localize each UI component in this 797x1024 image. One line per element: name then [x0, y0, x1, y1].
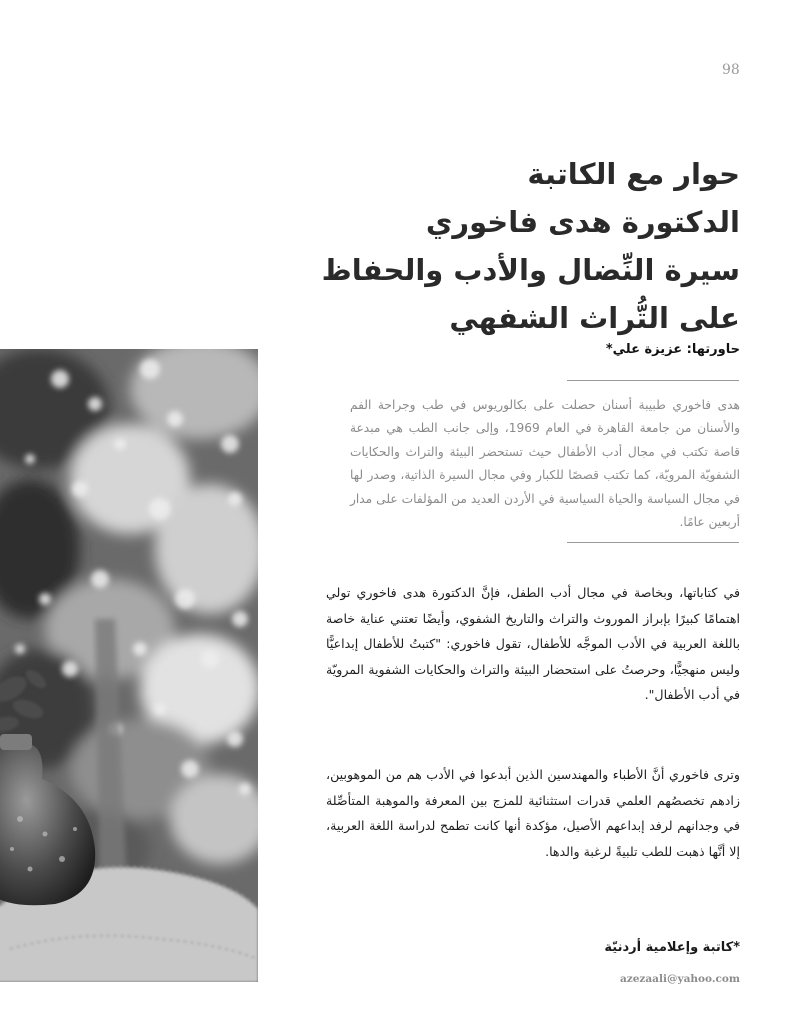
- divider-top: [567, 380, 739, 381]
- article-title: [321, 150, 740, 342]
- interviewer-byline: حاورتها: عزيزة علي*: [605, 342, 740, 357]
- body-paragraph: وترى فاخوري أنَّ الأطباء والمهندسين الذين أبدعوا في الأدب هم من الموهوبين، زادهم تخصصُهم العلمي قدرات استثنائية للمزج بين المعرفة والموهبة المتأصِّلة في وجدانهم لرفد إبداعهم الأصيل، مؤكدة أنها كانت تطمح لدراسة اللغة العربية، إلا أنَّها ذهبت للطب تلبيةً لرغبة والدها.: [326, 767, 740, 859]
- title-line: على التُّراث الشفهي: [449, 301, 740, 335]
- body-paragraph: في كتاباتها، وبخاصة في مجال أدب الطفل، فإنَّ الدكتورة هدى فاخوري تولي اهتمامًا كبيرًا بإبراز الموروث والتراث والتاريخ الشفوي، وأيضًا تعتني عناية خاصة باللغة العربية في الأدب الموجَّه للأطفال، تقول فاخوري: "كتبتُ للأطفال إبداعيًّا وليس منهجيًّا، وحرصتُ على استحضار البيئة والتراث والحكايات الشفوية المرويّة في أدب الأطفال".: [326, 585, 740, 703]
- author-email: azezaali@yahoo.com: [619, 973, 740, 985]
- intro-paragraph: هدى فاخوري طبيبة أسنان حصلت على بكالوريوس في طب وجراحة الفم والأسنان من جامعة القاهرة في العام 1969، وإلى جانب الطب هي مبدعة قاصة تكتب في مجال أدب الأطفال حيث تستحضر البيئة والتراث والحكايات الشفويّة المرويّة، كما تكتب قصصًا للكبار وفي مجال السيرة الذاتية، وصدر لها في مجال السياسة والحياة السياسية في الأردن العديد من المؤلفات على مدار أربعين عامًا.: [350, 398, 740, 530]
- title-line: سيرة النِّضال والأدب والحفاظ: [321, 253, 740, 287]
- title-line: حوار مع الكاتبة: [527, 157, 740, 191]
- author-footnote: *كاتبة وإعلامية أردنيّة: [604, 940, 740, 955]
- divider-bottom: [567, 542, 739, 543]
- page-number: 98: [722, 62, 740, 78]
- garden-photo: [0, 349, 258, 982]
- title-line: الدكتورة هدى فاخوري: [425, 205, 740, 239]
